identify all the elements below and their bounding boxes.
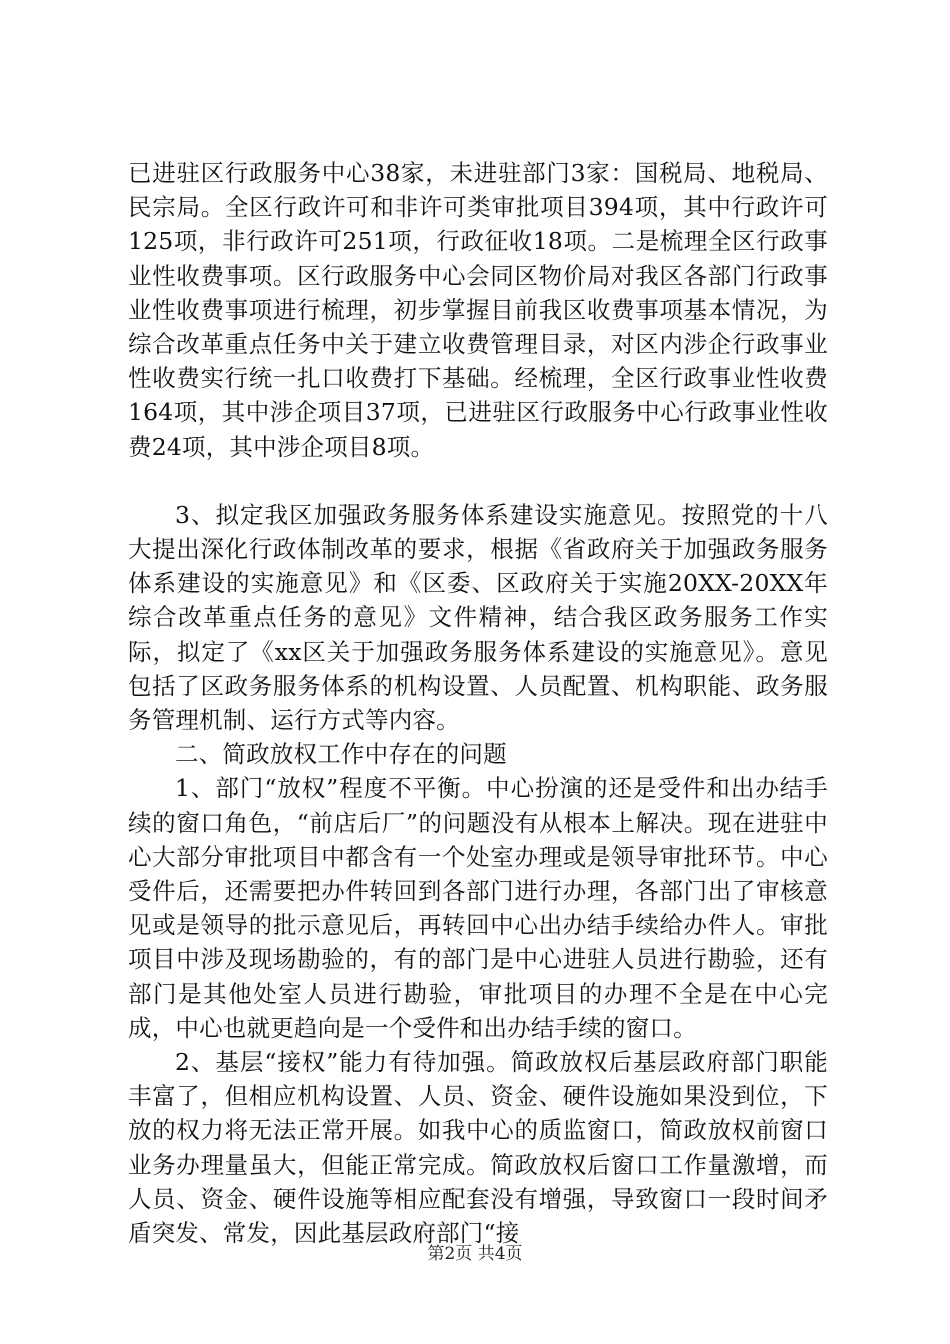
paragraph-continued: 已进驻区行政服务中心38家，未进驻部门3家：国税局、地税局、民宗局。全区行政许可和非许可类审批项目394项，其中行政许可125项，非行政许可251项，行政征收18项。二是梳理全区行政事业性收费事项。区行政服务中心会同区物价局对我区各部门行政事业性收费事项进行梳理，初步掌握目前我区收费事项基本情况，为综合改革重点任务中关于建立收费管理目录，对区内涉企行政事业性收费实行统一扎口收费打下基础。经梳理，全区行政事业性收费164项，其中涉企项目37项，已进驻区行政服务中心行政事业性收费24项，其中涉企项目8项。 xyxy=(128,159,828,461)
section-heading: 二、简政放权工作中存在的问题 xyxy=(175,740,507,769)
page-footer: 第2页 共4页 xyxy=(427,1244,523,1264)
paragraph-gap xyxy=(128,464,828,498)
document-body xyxy=(128,156,828,1250)
paragraph-item-3: 3、拟定我区加强政务服务体系建设实施意见。按照党的十八大提出深化行政体制改革的要求，根据《省政府关于加强政务服务体系建设的实施意见》和《区委、区政府关于实施20XX-20XX年综合改革重点任务的意见》文件精神，结合我区政务服务工作实际，拟定了《xx区关于加强政务服务体系建设的实施意见》。意见包括了区政务服务体系的机构设置、人员配置、机构职能、政务服务管理机制、运行方式等内容。 xyxy=(128,500,828,735)
paragraph-problem-1: 1、部门“放权”程度不平衡。中心扮演的还是受件和出办结手续的窗口角色，“前店后厂”的问题没有从根本上解决。现在进驻中心大部分审批项目中都含有一个处室办理或是领导审批环节。中心受件后，还需要把办件转回到各部门进行办理，各部门出了审核意见或是领导的批示意见后，再转回中心出办结手续给办件人。审批项目中涉及现场勘验的，有的部门是中心进驻人员进行勘验，还有部门是其他处室人员进行勘验，审批项目的办理不全是在中心完成，中心也就更趋向是一个受件和出办结手续的窗口。 xyxy=(128,774,828,1042)
paragraph-problem-2: 2、基层“接权”能力有待加强。简政放权后基层政府部门职能丰富了，但相应机构设置、人员、资金、硬件设施如果没到位，下放的权力将无法正常开展。如我中心的质监窗口，简政放权前窗口业务办理量虽大，但能正常完成。简政放权后窗口工作量激增，而人员、资金、硬件设施等相应配套没有增强，导致窗口一段时间矛盾突发、常发，因此基层政府部门“接 xyxy=(128,1048,828,1248)
